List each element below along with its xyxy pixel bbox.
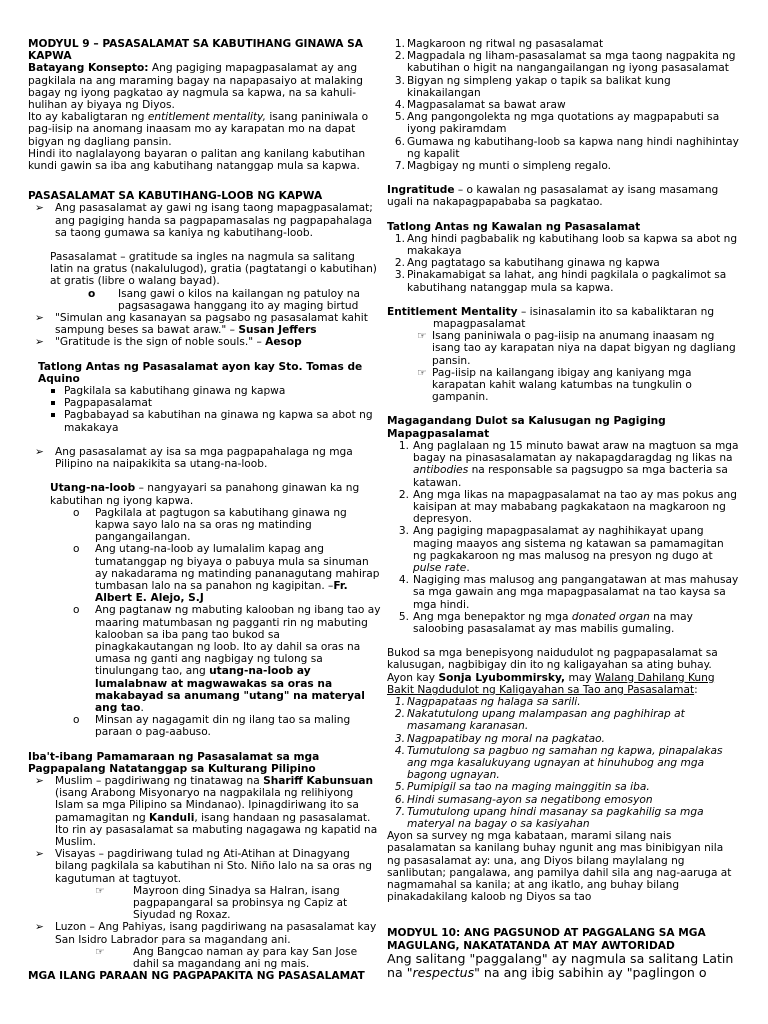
- list-item: [387, 99, 739, 111]
- arrow-bullet-icon: ➢: [35, 921, 44, 934]
- pointing-hand-icon: ☞: [417, 330, 427, 343]
- luzon-sub: Ang Bangcao naman ay para kay San Jose dahil sa magandang ani ng mais.: [133, 945, 358, 971]
- kaligayahan-item: Tumutulong sa pagbuo ng samahan ng kapwa, pinapalakas ang mga kasalukuyang ugnayan at hinuhubog ang mga bagong ugnayan.: [407, 744, 723, 782]
- kaligayahan-item: Hindi sumasang-ayon sa negatibong emosyon: [407, 793, 653, 806]
- list-item: [387, 257, 739, 269]
- dulot-1em: antibodies: [413, 464, 469, 477]
- kabaligtaran-a: Ito ay kabaligtaran ng: [28, 111, 148, 124]
- kawalan-item: Ang pagtatago sa kabutihang ginawa ng kapwa: [407, 257, 660, 270]
- list-number: 3.: [394, 732, 405, 745]
- list-number: 5.: [394, 111, 405, 124]
- arrow-bullet-icon: ➢: [35, 848, 44, 861]
- kawalan-heading: Tatlong Antas ng Kawalan ng Pasasalamat: [387, 220, 641, 233]
- list-item: [387, 330, 739, 367]
- paraan-item: Magbigay ng munti o simpleng regalo.: [407, 160, 611, 173]
- m10-em: respectus: [412, 964, 475, 980]
- list-number: 1.: [398, 439, 409, 452]
- list-item: [387, 806, 739, 830]
- dulot-4: Nagiging mas malusog ang pangangatawan at mas mahusay sa mga gawain ang mga mapagpasalamat na tao kaysa sa mga hindi.: [413, 574, 739, 611]
- m10-b: " na ang ibig sabihin ay "paglingon o: [474, 964, 707, 980]
- square-bullet-icon: [51, 413, 55, 417]
- arrow-bullet-icon: ➢: [35, 774, 44, 787]
- list-item: [387, 233, 739, 257]
- batayang-text: Ang pagiging mapagpasalamat ay ang pagkilala na ang maraming bagay na napapasaiyo at malaking bagay ng iyong pagkatao ay nagmula sa kapwa, na sa kahuli-hulihan ay biyaya ng Diyos.: [28, 62, 363, 112]
- right-column: [387, 38, 739, 980]
- batayang-label: Batayang Konsepto:: [28, 62, 149, 75]
- muslim-e: , isang handaan ng pasasalamat. Ito rin ay pasasalamat sa mabuting nagagawa ng kapatid na Muslim.: [55, 811, 378, 848]
- list-item: [28, 507, 381, 544]
- dulot-5em: donated organ: [571, 610, 650, 623]
- gratitude-paragraph: [28, 251, 381, 288]
- list-item: [28, 848, 381, 885]
- entitlement-sub: Isang paniniwala o pag-iisip na anumang inaasam ng isang tao ay karapatan niya na dapat bigyan ng dagliang pansin.: [432, 330, 736, 367]
- list-item: [28, 288, 381, 312]
- gratitude-text: Pasasalamat – gratitude sa ingles na nagmula sa salitang latin na gratus (nakalulugod), gratia (pagtatangi o kabutihan) at gratis (libre o walang bayad).: [50, 251, 377, 288]
- quote2-author: Aesop: [265, 336, 302, 349]
- list-item: [387, 708, 739, 732]
- entitlement-sub: Pag-iisip na kailangang ibigay ang kaniyang mga karapatan kahit walang katumbas na tungkulin o gampanin.: [432, 366, 692, 404]
- list-item: [28, 604, 381, 714]
- pasasalamat-heading: PASASALAMAT SA KABUTIHANG-LOOB NG KAPWA: [28, 190, 323, 203]
- bukod-may: may: [565, 671, 595, 684]
- pointing-hand-icon: ☞: [95, 884, 105, 897]
- kaligayahan-item: Nagpapatibay ng moral na pagkatao.: [407, 732, 605, 745]
- circle-bullet-icon: o: [73, 714, 80, 727]
- list-number: 1.: [394, 38, 405, 50]
- paraan-item: Magkaroon ng ritwal ng pasasalamat: [407, 38, 604, 50]
- list-number: 7.: [394, 160, 405, 173]
- list-item: [387, 269, 739, 293]
- ibat-ibang-heading: Iba't-ibang Pamamaraan ng Pasasalamat sa mga Pagpapalang Natatanggap sa Kulturang Pilipino: [28, 750, 320, 775]
- dulot-5b: na may saloobing pasasalamat ay mas mabilis gumaling.: [413, 610, 693, 635]
- list-item: [28, 312, 381, 336]
- paraan-item: Magpasalamat sa bawat araw: [407, 99, 566, 112]
- circle-bullet-icon: o: [88, 287, 96, 300]
- list-number: 1.: [394, 232, 405, 245]
- list-item: [387, 50, 739, 74]
- tatlong-antas-heading: Tatlong Antas ng Pasasalamat ayon kay Sto. Tomas de Aquino: [38, 360, 363, 385]
- pag-bullet-text: Ang pasasalamat ay isa sa mga pagpapahalaga ng mga Pilipino na naipakikita sa utang-na-loob.: [55, 445, 353, 471]
- m10-a: Ang salitang "paggalang" ay nagmula sa salitang Latin na ": [387, 950, 734, 980]
- utang-paragraph: [28, 482, 381, 506]
- kaligayahan-item: Pumipigil sa tao na maging mainggitin sa iba.: [407, 781, 650, 794]
- utang-o1: Pagkilala at pagtugon sa kabutihang ginawa ng kapwa sayo lalo na sa oras ng matinding pangangailangan.: [95, 506, 347, 544]
- tatlong-item: Pagpapasalamat: [64, 397, 152, 410]
- list-item: [28, 409, 381, 433]
- entitlement-paragraph: [387, 306, 739, 330]
- utang-o3-c: .: [140, 701, 144, 714]
- kaligayahan-item: Nagpapataas ng halaga sa sarili.: [407, 695, 581, 708]
- left-column: [28, 38, 381, 982]
- batayang-konsepto: [28, 62, 381, 111]
- hindi-ito-paragraph: Hindi ito naglalayong bayaran o palitan ang kanilang kabutihan kundi gawin sa iba ang kabutihang natanggap mula sa kapwa.: [28, 147, 366, 173]
- list-item: [387, 440, 739, 489]
- list-item: [387, 111, 739, 135]
- utang-o3-b: utang-na-loob ay lumalabnaw at magwawakas sa oras na makabayad sa anumang "utang" na materyal ang tao: [95, 665, 365, 714]
- list-number: 3.: [398, 525, 409, 538]
- list-item: [28, 714, 381, 738]
- module-10-intro: [387, 952, 739, 980]
- list-number: 4.: [394, 744, 405, 757]
- entitlement-label: Entitlement Mentality: [387, 305, 518, 318]
- tatlong-item: Pagbabayad sa kabutihan na ginawa ng kapwa sa abot ng makakaya: [64, 409, 373, 434]
- list-item: [387, 75, 739, 99]
- circle-bullet-icon: o: [73, 543, 80, 556]
- list-item: [387, 733, 739, 745]
- dulot-1a: Ang paglalaan ng 15 minuto bawat araw na magtuon sa mga bagay na pinasasalamatan ay nakapagdaragdag ng likas na: [413, 439, 739, 465]
- pas-bullet-text: Ang pasasalamat ay gawi ng isang taong mapagpasalamat; ang pagiging handa sa pagpapamasalas ng pagpapahalaga sa taong gumawa sa kaniya ng kabutihang-loob.: [55, 202, 373, 239]
- utang-o4: Minsan ay nagagamit din ng ilang tao sa maling paraan o pag-aabuso.: [95, 714, 351, 739]
- bukod-end: :: [694, 683, 698, 696]
- ayon-paragraph: Ayon sa survey ng mga kabataan, marami silang nais pasalamatan sa kanilang buhay ngunit ang mas binibigyan nila ng pasasalamat ay: una, ang Diyos bilang maylalang ng sanlibutan; pangalawa, ang pamilya dahil sila ang nag-aaruga at nagmamahal sa kanila; at ang ikatlo, ang buhay bilang pinakadakilang kaloob ng Diyos sa tao: [387, 830, 732, 904]
- bukod-underlined: Walang Dahilang Kung Bakit Nagdudulot ng Kaligayahan sa Tao ang Pasasalamat: [387, 671, 715, 696]
- bukod-a: Bukod sa mga benepisyong naidudulot ng pagpapasalamat sa kalusugan, nagbibigay din ito ng kaligayahan sa ating buhay. Ayon kay: [387, 647, 718, 684]
- muslim-b: Shariff Kabunsuan: [263, 774, 374, 787]
- dulot-3a: Ang pagiging mapagpasalamat ay naghihikayat upang maging maayos ang sistema ng katawan sa pamamagitan ng pagkakaroon ng mas malusog na presyon ng dugo at: [413, 525, 724, 562]
- square-bullet-icon: [51, 389, 55, 393]
- list-item: [28, 885, 381, 922]
- kabaligtaran-em: entitlement mentality,: [147, 111, 266, 124]
- module-9-title: MODYUL 9 – PASASALAMAT SA KABUTIHANG GINAWA SA KAPWA: [28, 38, 363, 63]
- list-item: [387, 745, 739, 782]
- list-item: [387, 367, 739, 404]
- list-item: [387, 525, 739, 574]
- bukod-paragraph: [387, 647, 739, 696]
- ingratitude-label: Ingratitude: [387, 184, 455, 197]
- kawalan-item: Ang hindi pagbabalik ng kabutihang loob sa kapwa sa abot ng makakaya: [407, 232, 738, 258]
- list-number: 2.: [394, 50, 405, 63]
- list-item: [28, 397, 381, 409]
- circle-bullet-icon: o: [73, 506, 80, 519]
- paraan-item: Bigyan ng simpleng yakap o tapik sa balikat kung kinakailangan: [407, 74, 671, 99]
- pointing-hand-icon: ☞: [95, 945, 105, 958]
- list-item: [387, 136, 739, 160]
- list-item: [28, 202, 381, 239]
- paraan-item: Gumawa ng kabutihang-loob sa kapwa nang hindi naghihintay ng kapalit: [407, 135, 739, 160]
- ingratitude-paragraph: [387, 184, 739, 208]
- module-10-title: MODYUL 10: ANG PAGSUNOD AT PAGGALANG SA MGA MAGULANG, NAKATATANDA AT MAY AWTORIDAD: [387, 927, 706, 952]
- list-number: 5.: [394, 781, 405, 794]
- bukod-name: Sonja Lyubommirsky,: [438, 671, 566, 684]
- list-item: [387, 781, 739, 793]
- paraan-item: Ang pangongolekta ng mga quotations ay magpapabuti sa iyong pakiramdam: [407, 111, 720, 136]
- list-number: 5.: [398, 610, 409, 623]
- square-bullet-icon: [51, 401, 55, 405]
- quote2-text: "Gratitude is the sign of noble souls." –: [55, 336, 266, 349]
- list-item: [387, 611, 739, 635]
- muslim-d: Kanduli: [149, 811, 195, 824]
- paraan-item: Magpadala ng liham-pasasalamat sa mga taong nagpakita ng kabutihan o higit na nangangailangan ng iyong pasasalamat: [407, 50, 736, 75]
- list-number: 4.: [398, 574, 409, 587]
- list-item: [28, 446, 381, 470]
- circle-bullet-icon: o: [73, 604, 80, 617]
- visayas-sub: Mayroon ding Sinadya sa Halran, isang pagpapangaral sa probinsya ng Capiz at Siyudad ng Roxaz.: [133, 884, 348, 922]
- list-number: 6.: [394, 135, 405, 148]
- kaligayahan-item: Tumutulong upang hindi masanay sa pagkahilig sa mga materyal na bagay o sa kasiyahan: [407, 805, 704, 830]
- utang-o2-author: Fr. Albert E. Alejo, S.J: [95, 579, 348, 605]
- arrow-bullet-icon: ➢: [35, 202, 44, 215]
- dulot-2: Ang mga likas na mapagpasalamat na tao ay mas pokus ang kaisipan at may mababang pagkakataon na magkaroon ng depresyon.: [413, 488, 737, 526]
- kawalan-item: Pinakamabigat sa lahat, ang hindi pagkilala o pagkalimot sa kabutihang natanggap mula sa kapwa.: [407, 269, 727, 294]
- utang-o2: Ang utang-na-loob ay lumalalim kapag ang tumatanggap ng biyaya o pabuya mula sa sinuman ay nakadarama ng matinding pananagutang mahirap tumbasan lalo na sa panahon ng kagipitan. –: [95, 543, 380, 592]
- list-number: 4.: [394, 99, 405, 112]
- mga-ilang-paraan-heading: MGA ILANG PARAAN NG PAGPAPAKITA NG PASASALAMAT: [28, 970, 365, 983]
- list-item: [387, 696, 739, 708]
- dulot-5a: Ang mga benepaktor ng mga: [413, 610, 572, 623]
- dulot-1b: na responsable sa pagsugpo sa mga bacteria sa katawan.: [413, 464, 728, 489]
- entitlement-text: – isinasalamin ito sa kabaliktaran ng mapagpasalamat: [433, 305, 715, 331]
- dulot-heading: Magagandang Dulot sa Kalusugan ng Pagiging Mapagpasalamat: [387, 415, 666, 440]
- muslim-a: Muslim – pagdiriwang ng tinatawag na: [55, 774, 264, 787]
- ingratitude-text: – o kawalan ng pasasalamat ay isang masamang ugali na nakapagpapababa sa pagkatao.: [387, 184, 719, 209]
- list-item: [28, 543, 381, 604]
- list-number: 2.: [394, 257, 405, 270]
- kaligayahan-item: Nakatutulong upang malampasan ang paghihirap at masamang karanasan.: [407, 708, 685, 733]
- utang-label: Utang-na-loob: [50, 482, 136, 495]
- list-item: [28, 385, 381, 397]
- arrow-bullet-icon: ➢: [35, 312, 44, 325]
- list-number: 7.: [394, 805, 405, 818]
- kabaligtaran-b: isang paniniwala o pag-iisip na anomang inaasam mo ay karapatan mo na dapat bigyan ng dagliang pansin.: [28, 111, 369, 148]
- list-item: [28, 921, 381, 945]
- list-item: [387, 574, 739, 611]
- list-item: [387, 489, 739, 526]
- dulot-3em: pulse rate: [413, 561, 467, 574]
- list-item: [28, 336, 381, 348]
- gawi-text: Isang gawi o kilos na kailangan ng patuloy na pagsasagawa hanggang ito ay maging birtud: [118, 287, 360, 312]
- tatlong-item: Pagkilala sa kabutihang ginawa ng kapwa: [64, 385, 286, 398]
- list-item: [28, 946, 381, 970]
- list-number: 2.: [398, 488, 409, 501]
- list-item: [28, 775, 381, 848]
- list-number: 3.: [394, 74, 405, 87]
- list-item: [387, 160, 739, 172]
- list-item: [387, 794, 739, 806]
- list-number: 1.: [394, 695, 405, 708]
- list-number: 2.: [394, 708, 405, 721]
- list-number: 6.: [394, 793, 405, 806]
- quote1-text: "Simulan ang kasanayan sa pagsabo ng pasasalamat kahit sampung beses sa bawat araw." –: [55, 312, 368, 337]
- muslim-c: (isang Arabong Misyonaryo na nagpakilala ng relihiyong Islam sa mga Pilipino sa Mindanao). Ipinagdiriwang ito sa pamamagitan ng: [55, 787, 359, 824]
- kabaligtaran-paragraph: [28, 111, 381, 148]
- visayas-text: Visayas – pagdiriwang tulad ng Ati-Atihan at Dinagyang bilang pagkilala sa kabutihan ni Sto. Niño lalo na sa oras ng kagutuman at tagtuyot.: [55, 848, 373, 885]
- utang-o3-a: Ang pagtanaw ng mabuting kalooban ng ibang tao ay maaring matumbasan ng pagganti rin ng mabuting kalooban sa iba pang tao bukod sa pinagkakautangan ng loob. Ito ay dahil sa oras na umasa ng ganti ang nagbigay ng tulong sa tinulungang tao, ang: [95, 604, 381, 678]
- luzon-text: Luzon – Ang Pahiyas, isang pagdiriwang na pasasalamat kay San Isidro Labrador para sa magandang ani.: [55, 921, 377, 946]
- dulot-3b: .: [466, 561, 470, 574]
- pointing-hand-icon: ☞: [417, 366, 427, 379]
- quote1-author: Susan Jeffers: [238, 324, 317, 337]
- utang-text: – nangyayari sa panahong ginawan ka ng kabutihan ng iyong kapwa.: [50, 482, 360, 507]
- list-item: [387, 38, 739, 50]
- arrow-bullet-icon: ➢: [35, 336, 44, 349]
- list-number: 3.: [394, 269, 405, 282]
- arrow-bullet-icon: ➢: [35, 445, 44, 458]
